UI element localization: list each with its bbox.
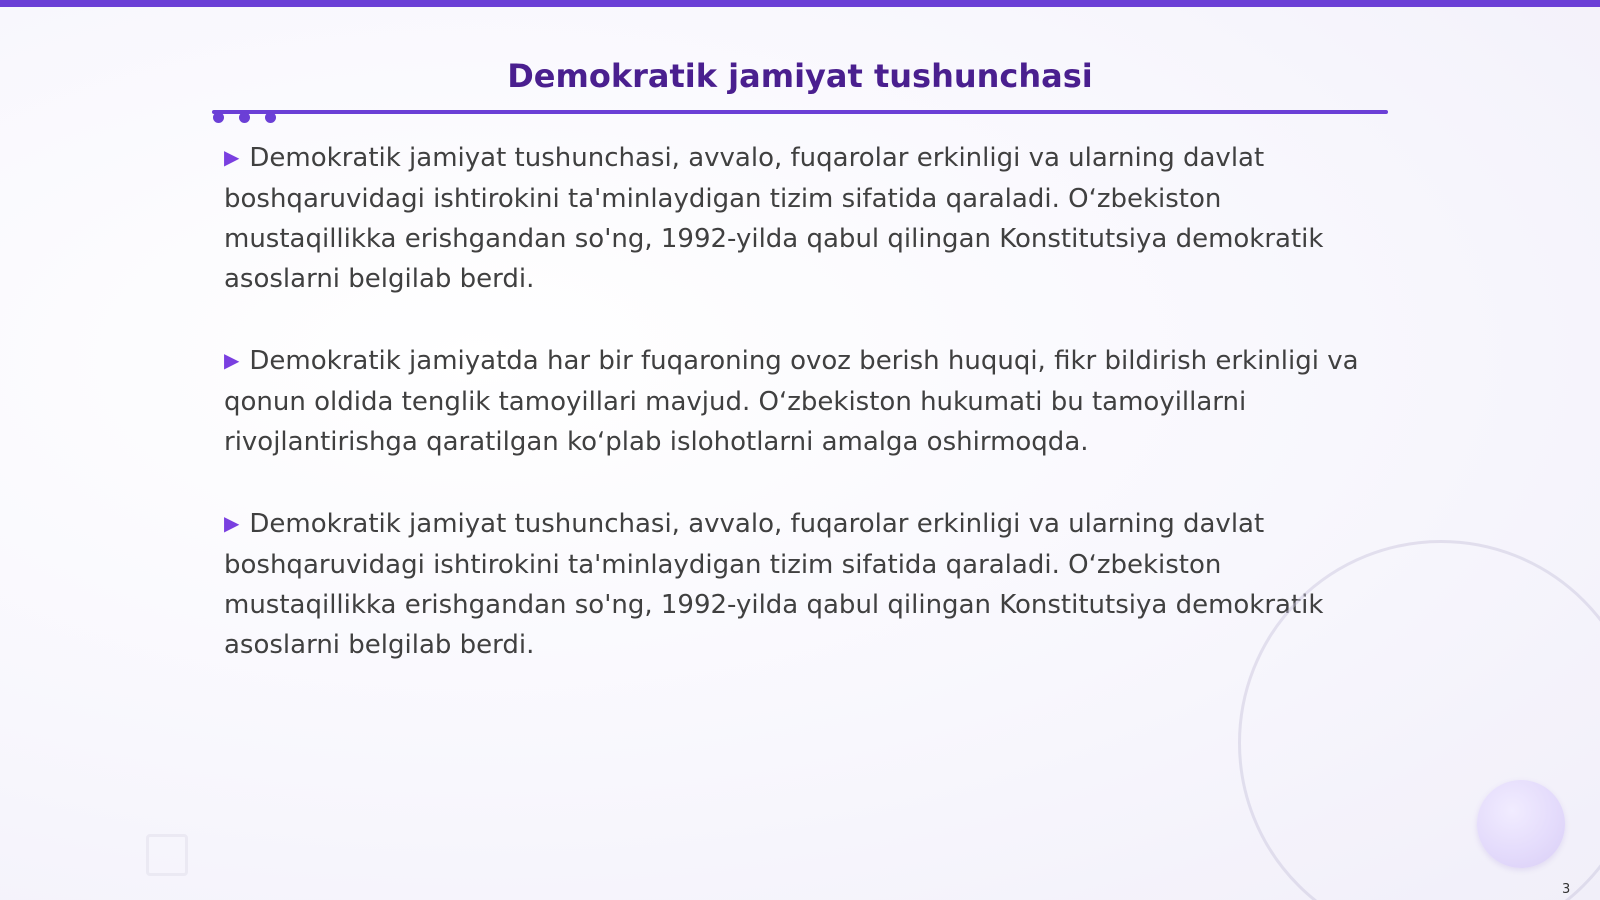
title-underline [212, 110, 1388, 114]
decorative-circle-filled [1477, 780, 1565, 868]
decorative-dot [265, 112, 276, 123]
decorative-square [146, 834, 188, 876]
bullet-item [224, 504, 1394, 665]
bullet-item [224, 138, 1394, 299]
top-accent-bar [0, 0, 1600, 7]
decorative-dot [213, 112, 224, 123]
triangle-right-icon: ▶ [224, 145, 240, 169]
triangle-right-icon: ▶ [224, 348, 240, 372]
bullet-item [224, 341, 1394, 462]
bullet-text: Demokratik jamiyat tushunchasi, avvalo, fuqarolar erkinligi va ularning davlat boshqaruvidagi ishtirokini ta'minlaydigan tizim sifatida qaraladi. Oʻzbekiston mustaqillikka erishgandan so'ng, 1992-yilda qabul qilingan Konstitutsiya demokratik asoslarni belgilab berdi. [224, 509, 1324, 660]
decorative-dot [239, 112, 250, 123]
bullet-text: Demokratik jamiyatda har bir fuqaroning ovoz berish huquqi, fikr bildirish erkinligi va qonun oldida tenglik tamoyillari mavjud. Oʻzbekiston hukumati bu tamoyillarni rivojlantirishga qaratilgan koʻplab islohotlarni amalga oshirmoqda. [224, 346, 1359, 457]
bullet-text: Demokratik jamiyat tushunchasi, avvalo, fuqarolar erkinligi va ularning davlat boshqaruvidagi ishtirokini ta'minlaydigan tizim sifatida qaraladi. Oʻzbekiston mustaqillikka erishgandan so'ng, 1992-yilda qabul qilingan Konstitutsiya demokratik asoslarni belgilab berdi. [224, 143, 1324, 294]
slide-title: Demokratik jamiyat tushunchasi [507, 57, 1093, 95]
bullet-list [224, 138, 1394, 707]
triangle-right-icon: ▶ [224, 511, 240, 535]
page-number: 3 [1562, 882, 1571, 897]
